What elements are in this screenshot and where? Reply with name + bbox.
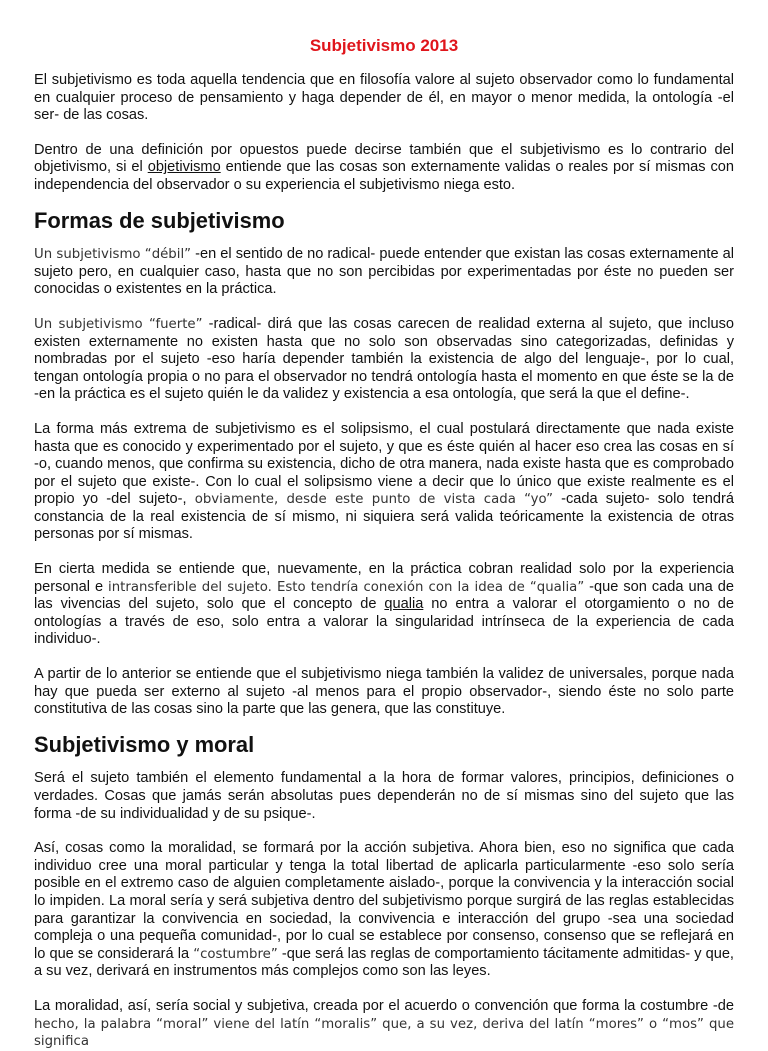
section-heading-formas: Formas de subjetivismo bbox=[34, 207, 285, 233]
paragraph-text: El subjetivismo es toda aquella tendencia que en filosofía valore al sujeto observador como lo fundamental en cualquier proceso de pensamiento y haga depender de él, en mayor o menor medida, la ontología -el ser- de las cosas. bbox=[34, 72, 734, 124]
paragraph-text-light: “costumbre” bbox=[193, 946, 278, 962]
paragraph-morality bbox=[34, 840, 734, 981]
document-title: Subjetivismo 2013 bbox=[309, 36, 459, 55]
paragraph-text: no entra a valorar el otorgamiento o no de ontologías a través de eso, solo entra a valorar la singularidad intrínseca de la experiencia de cada individuo-. bbox=[34, 596, 734, 648]
paragraph-definition bbox=[34, 72, 734, 125]
paragraph-text: -que será las reglas de comportamiento tácitamente admitidas- y que, a su vez, derivará en instrumentos más complejos como son las leyes. bbox=[34, 945, 734, 980]
paragraph-text-light: intransferible del sujeto. Esto tendría conexión con la idea de “qualia” bbox=[108, 579, 585, 595]
qualia-link[interactable]: qualia bbox=[384, 596, 424, 613]
paragraph-text: Dentro de una definición por opuestos puede decirse también que el subjetivismo es lo contrario del objetivismo, si el bbox=[34, 141, 734, 176]
paragraph-qualia bbox=[34, 561, 734, 649]
paragraph-text-light: Un subjetivismo “fuerte” bbox=[34, 316, 203, 332]
paragraph-text-light: hecho, la palabra “moral” viene del latín “moralis” que, a su vez, deriva del latín “mores” o “mos” que significa bbox=[34, 1016, 734, 1050]
paragraph-values bbox=[34, 770, 734, 823]
paragraph-text: -que son cada una de las vivencias del sujeto, solo que el concepto de bbox=[34, 578, 734, 613]
paragraph-text: En cierta medida se entiende que, nuevamente, en la práctica cobran realidad solo por la experiencia personal e bbox=[34, 561, 734, 595]
paragraph-text: -cada sujeto- solo tendrá constancia de la real existencia de sí mismo, ni siquiera será valida teóricamente la existencia de otras personas por sí mismas. bbox=[34, 491, 734, 543]
paragraph-strong-subjectivism bbox=[34, 316, 734, 404]
paragraph-text: La moralidad, así, sería social y subjetiva, creada por el acuerdo o convención que forma la costumbre -de bbox=[34, 997, 734, 1014]
paragraph-social-morality bbox=[34, 998, 734, 1051]
paragraph-text: -en el sentido de no radical- puede entender que existan las cosas externamente al sujeto pero, en cualquier caso, hasta que no son percibidas por experimentadas por éste no pueden ser conocidas o existentes en la práctica. bbox=[34, 246, 734, 298]
paragraph-opposites bbox=[34, 142, 734, 195]
paragraph-solipsism bbox=[34, 421, 734, 544]
paragraph-text: entiende que las cosas son externamente validas o reales por sí mismas con independencia del observador o su experiencia el subjetivismo niega esto. bbox=[34, 159, 734, 193]
paragraph-weak-subjectivism bbox=[34, 246, 734, 299]
paragraph-text: Será el sujeto también el elemento fundamental a la hora de formar valores, principios, definiciones o verdades. Cosas que jamás serán absolutas pues dependerán no de sí mismas sino del sujeto que las forma -de su individualidad y de su psique-. bbox=[34, 770, 734, 822]
paragraph-text: A partir de lo anterior se entiende que el subjetivismo niega también la validez de universales, porque nada hay que pueda ser externo al sujeto -al menos para el propio observador-, siendo éste no solo parte constitutiva de las cosas sino la parte que las genera, que las constituye. bbox=[34, 666, 734, 718]
paragraph-text: La forma más extrema de subjetivismo es el solipsismo, el cual postulará directamente que nada existe hasta que es conocido y experimentado por el sujeto, y que es éste quién al hacer eso crea las cosas en sí -o, cuando menos, que confirma su existencia, dicho de otra manera, nada existe hasta que es comprobado por el sujeto que existe-. Con lo cual el solipsismo viene a decir que lo único que existe realmente es el propio yo -del sujeto-, bbox=[34, 420, 734, 508]
paragraph-text: Así, cosas como la moralidad, se formará por la acción subjetiva. Ahora bien, eso no significa que cada individuo cree una moral particular y tenga la total libertad de aplicarla particularmente -eso solo sería posible en el extremo caso de alguien completamente aislado-, porque la convivencia y la interacción social lo impiden. La moral sería y será subjetiva dentro del subjetivismo porque surgirá de las reglas establecidas para garantizar la convivencia en sociedad, la convivencia e interacción del grupo -sea una sociedad compleja o una pequeña comunidad-, por lo cual se establece por consenso, consenso que se reflejará en lo que se considerará la bbox=[34, 840, 734, 962]
paragraph-text-light: obviamente, desde este punto de vista cada “yo” bbox=[194, 492, 553, 508]
objetivismo-link[interactable]: objetivismo bbox=[147, 159, 221, 176]
section-heading-moral: Subjetivismo y moral bbox=[34, 731, 255, 757]
paragraph-text-light: Un subjetivismo “débil” bbox=[34, 247, 192, 263]
paragraph-text: -radical- dirá que las cosas carecen de realidad externa al sujeto, que incluso existen externamente no existen hasta que no solo son observadas sino categorizadas, definidas y nombradas por el sujeto -eso haría depender también la existencia de algo del lenguaje-, por lo cual, tengan ontología propia o no para el observador no tendrá ontología hasta el momento en que éste se la de -en la práctica es el sujeto quién le da validez y existencia a esa ontología, que será la que el define-. bbox=[34, 315, 734, 403]
paragraph-universals bbox=[34, 666, 734, 719]
